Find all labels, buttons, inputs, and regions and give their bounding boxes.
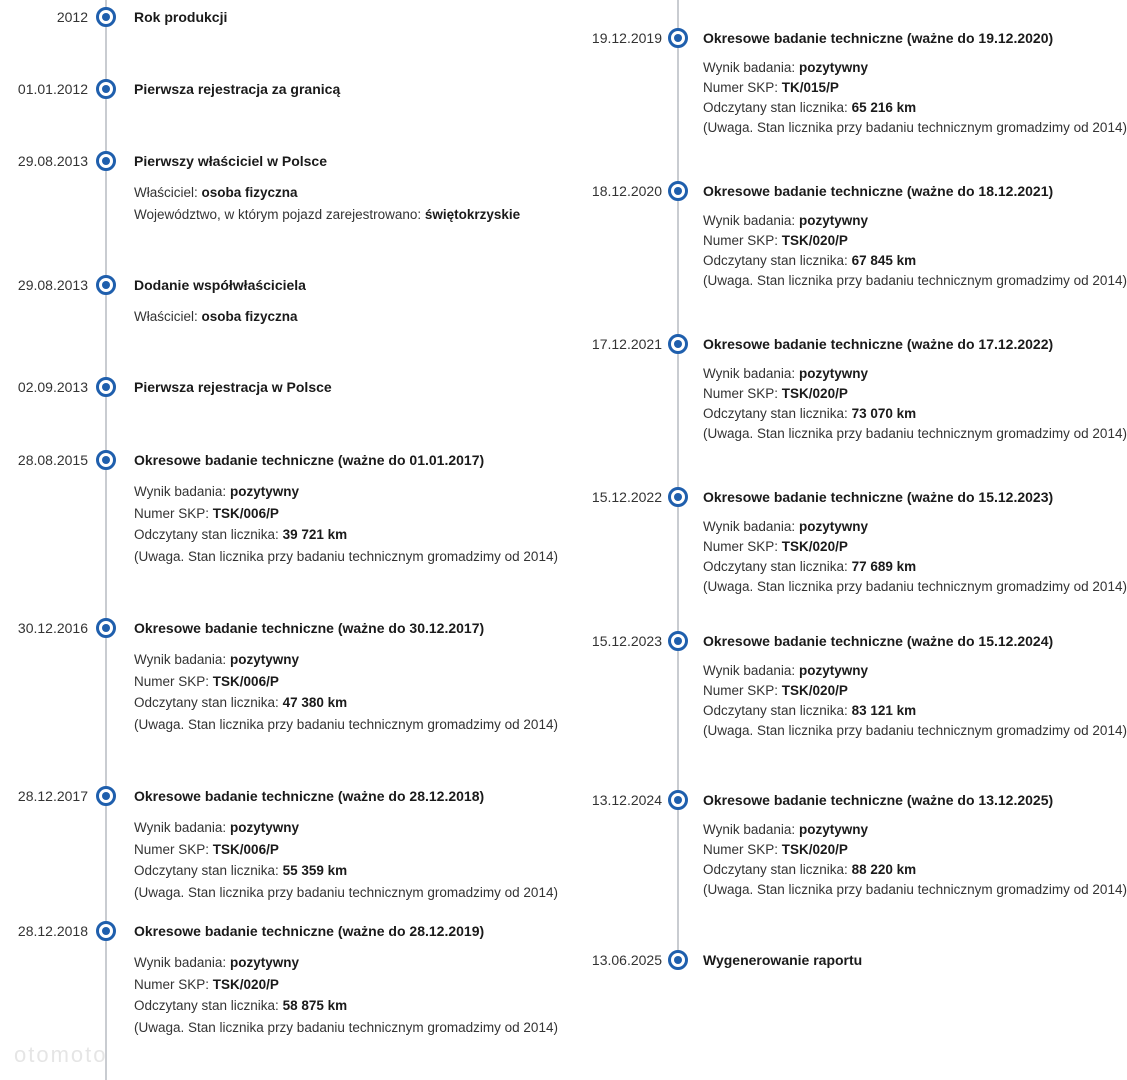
timeline-dot-icon: [96, 275, 116, 295]
skp-value: TK/015/P: [781, 80, 839, 95]
skp-value: TSK/020/P: [781, 233, 848, 248]
odometer-row: [703, 98, 1127, 118]
result-row: [134, 649, 558, 671]
odometer-label: Odczytany stan licznika:: [134, 527, 279, 542]
skp-row: [703, 537, 1127, 557]
result-row: [703, 211, 1127, 231]
event-date: 19.12.2019: [591, 30, 662, 46]
province-value: świętokrzyskie: [424, 206, 521, 222]
event-title: Dodanie współwłaściciela: [134, 277, 306, 293]
skp-label: Numer SKP:: [134, 673, 210, 689]
event-title: Okresowe badanie techniczne (ważne do 30.12.2017): [134, 620, 485, 636]
result-value: pozytywny: [229, 484, 299, 499]
skp-value: TSK/020/P: [781, 539, 848, 554]
skp-value: TSK/020/P: [781, 683, 848, 698]
result-label: Wynik badania:: [703, 663, 796, 678]
skp-value: TSK/020/P: [781, 386, 848, 401]
event-title: Rok produkcji: [134, 9, 228, 25]
skp-row: [134, 671, 558, 693]
odometer-value: 47 380 km: [282, 695, 348, 710]
event-title: Okresowe badanie techniczne (ważne do 18.12.2021): [703, 183, 1054, 199]
skp-label: Numer SKP:: [134, 841, 210, 857]
event-details: [703, 820, 1127, 900]
skp-label: Numer SKP:: [134, 976, 210, 992]
timeline-dot-icon: [668, 28, 688, 48]
result-row: [134, 952, 558, 974]
odometer-value: 83 121 km: [851, 703, 917, 718]
odometer-label: Odczytany stan licznika:: [703, 862, 848, 877]
event-date: 15.12.2023: [591, 633, 662, 649]
result-label: Wynik badania:: [703, 60, 796, 75]
result-value: pozytywny: [798, 822, 868, 837]
result-label: Wynik badania:: [134, 955, 227, 970]
timeline-dot-icon: [96, 377, 116, 397]
skp-row: [703, 681, 1127, 701]
result-value: pozytywny: [798, 663, 868, 678]
odometer-row: [134, 524, 558, 546]
odometer-value: 39 721 km: [282, 527, 348, 542]
skp-row: [703, 231, 1127, 251]
odometer-value: 88 220 km: [851, 862, 917, 877]
odometer-row: [703, 701, 1127, 721]
skp-row: [134, 974, 558, 996]
odometer-row: [134, 692, 558, 714]
odometer-value: 73 070 km: [851, 406, 917, 421]
result-label: Wynik badania:: [703, 519, 796, 534]
odometer-label: Odczytany stan licznika:: [703, 253, 848, 268]
odometer-value: 77 689 km: [851, 559, 917, 574]
odometer-value: 55 359 km: [282, 863, 348, 878]
owner-row: [134, 182, 520, 204]
result-label: Wynik badania:: [134, 820, 227, 835]
odometer-note: (Uwaga. Stan licznika przy badaniu technicznym gromadzimy od 2014): [134, 884, 558, 900]
timeline-right-column: [582, 0, 1127, 1080]
skp-value: TSK/020/P: [212, 976, 279, 992]
timeline-dot-icon: [96, 786, 116, 806]
odometer-note: (Uwaga. Stan licznika przy badaniu technicznym gromadzimy od 2014): [134, 548, 558, 564]
timeline-dot-icon: [668, 487, 688, 507]
event-title: Okresowe badanie techniczne (ważne do 19.12.2020): [703, 30, 1054, 46]
skp-row: [703, 384, 1127, 404]
event-details: [703, 517, 1127, 597]
odometer-row: [703, 251, 1127, 271]
result-label: Wynik badania:: [703, 366, 796, 381]
timeline-line: [677, 0, 679, 960]
result-value: pozytywny: [229, 955, 299, 970]
result-label: Wynik badania:: [134, 484, 227, 499]
skp-label: Numer SKP:: [134, 505, 210, 521]
result-label: Wynik badania:: [703, 822, 796, 837]
result-value: pozytywny: [798, 213, 868, 228]
odometer-value: 58 875 km: [282, 998, 348, 1013]
odometer-note: (Uwaga. Stan licznika przy badaniu technicznym gromadzimy od 2014): [703, 426, 1127, 441]
result-row: [703, 661, 1127, 681]
odometer-label: Odczytany stan licznika:: [703, 559, 848, 574]
skp-value: TSK/006/P: [212, 505, 279, 521]
skp-row: [703, 840, 1127, 860]
event-title: Pierwsza rejestracja za granicą: [134, 81, 341, 97]
event-title: Okresowe badanie techniczne (ważne do 28.12.2018): [134, 788, 485, 804]
event-date: 28.12.2018: [17, 923, 88, 939]
timeline-dot-icon: [96, 921, 116, 941]
timeline-dot-icon: [96, 151, 116, 171]
skp-label: Numer SKP:: [703, 842, 779, 857]
event-details: [134, 952, 558, 1038]
event-date: 13.06.2025: [591, 952, 662, 968]
event-date: 30.12.2016: [17, 620, 88, 636]
event-details: [703, 364, 1127, 444]
event-date: 28.12.2017: [17, 788, 88, 804]
owner-value: osoba fizyczna: [201, 309, 298, 324]
timeline-dot-icon: [96, 450, 116, 470]
timeline-dot-icon: [668, 631, 688, 651]
event-details: [703, 58, 1127, 138]
result-value: pozytywny: [229, 820, 299, 835]
odometer-label: Odczytany stan licznika:: [703, 100, 848, 115]
skp-row: [703, 78, 1127, 98]
timeline-dot-icon: [96, 7, 116, 27]
odometer-note: (Uwaga. Stan licznika przy badaniu technicznym gromadzimy od 2014): [703, 579, 1127, 594]
odometer-row: [134, 995, 558, 1017]
event-title: Wygenerowanie raportu: [703, 952, 863, 968]
skp-label: Numer SKP:: [703, 80, 779, 95]
odometer-label: Odczytany stan licznika:: [703, 703, 848, 718]
event-date: 29.08.2013: [17, 153, 88, 169]
province-row: [134, 204, 520, 226]
odometer-note: (Uwaga. Stan licznika przy badaniu technicznym gromadzimy od 2014): [134, 716, 558, 732]
event-title: Pierwsza rejestracja w Polsce: [134, 379, 332, 395]
event-details: [134, 649, 558, 735]
result-label: Wynik badania:: [703, 213, 796, 228]
event-date: 29.08.2013: [17, 277, 88, 293]
event-title: Okresowe badanie techniczne (ważne do 15.12.2024): [703, 633, 1054, 649]
result-value: pozytywny: [798, 366, 868, 381]
event-details: [134, 306, 298, 328]
skp-label: Numer SKP:: [703, 683, 779, 698]
skp-label: Numer SKP:: [703, 386, 779, 401]
event-date: 15.12.2022: [591, 489, 662, 505]
result-value: pozytywny: [229, 652, 299, 667]
event-title: Okresowe badanie techniczne (ważne do 28.12.2019): [134, 923, 485, 939]
event-details: [134, 481, 558, 567]
timeline-dot-icon: [668, 950, 688, 970]
event-date: 28.08.2015: [17, 452, 88, 468]
odometer-row: [703, 860, 1127, 880]
event-details: [134, 817, 558, 903]
odometer-row: [703, 557, 1127, 577]
skp-value: TSK/006/P: [212, 673, 279, 689]
odometer-note: (Uwaga. Stan licznika przy badaniu technicznym gromadzimy od 2014): [134, 1019, 558, 1035]
skp-row: [134, 839, 558, 861]
result-row: [703, 820, 1127, 840]
event-title: Okresowe badanie techniczne (ważne do 13.12.2025): [703, 792, 1054, 808]
odometer-label: Odczytany stan licznika:: [134, 998, 279, 1013]
owner-row: [134, 306, 298, 328]
result-value: pozytywny: [798, 60, 868, 75]
timeline-dot-icon: [668, 181, 688, 201]
event-date: 18.12.2020: [591, 183, 662, 199]
event-date: 02.09.2013: [17, 379, 88, 395]
odometer-value: 65 216 km: [851, 100, 917, 115]
result-value: pozytywny: [798, 519, 868, 534]
event-title: Okresowe badanie techniczne (ważne do 17.12.2022): [703, 336, 1054, 352]
result-row: [134, 481, 558, 503]
odometer-row: [134, 860, 558, 882]
odometer-label: Odczytany stan licznika:: [134, 863, 279, 878]
skp-label: Numer SKP:: [703, 539, 779, 554]
result-label: Wynik badania:: [134, 652, 227, 667]
event-date: 13.12.2024: [591, 792, 662, 808]
event-date: 01.01.2012: [17, 81, 88, 97]
odometer-label: Odczytany stan licznika:: [134, 695, 279, 710]
event-title: Okresowe badanie techniczne (ważne do 15.12.2023): [703, 489, 1054, 505]
odometer-note: (Uwaga. Stan licznika przy badaniu technicznym gromadzimy od 2014): [703, 882, 1127, 897]
event-details: [703, 661, 1127, 741]
timeline-dot-icon: [96, 79, 116, 99]
skp-value: TSK/020/P: [781, 842, 848, 857]
odometer-note: (Uwaga. Stan licznika przy badaniu technicznym gromadzimy od 2014): [703, 273, 1127, 288]
result-row: [703, 517, 1127, 537]
owner-value: osoba fizyczna: [201, 185, 298, 200]
event-details: [134, 182, 520, 225]
odometer-note: (Uwaga. Stan licznika przy badaniu technicznym gromadzimy od 2014): [703, 120, 1127, 135]
event-date: 2012: [56, 9, 88, 25]
event-date: 17.12.2021: [591, 336, 662, 352]
timeline-dot-icon: [668, 334, 688, 354]
result-row: [703, 364, 1127, 384]
event-title: Okresowe badanie techniczne (ważne do 01.01.2017): [134, 452, 485, 468]
skp-row: [134, 503, 558, 525]
event-title: Pierwszy właściciel w Polsce: [134, 153, 327, 169]
result-row: [134, 817, 558, 839]
owner-label: Właściciel:: [134, 309, 198, 324]
watermark-logo: otomoto: [14, 1042, 108, 1067]
owner-label: Właściciel:: [134, 185, 198, 200]
odometer-value: 67 845 km: [851, 253, 917, 268]
event-details: [703, 211, 1127, 291]
timeline-dot-icon: [96, 618, 116, 638]
province-label: Województwo, w którym pojazd zarejestrowano:: [134, 206, 422, 222]
timeline-dot-icon: [668, 790, 688, 810]
odometer-row: [703, 404, 1127, 424]
skp-value: TSK/006/P: [212, 841, 279, 857]
odometer-note: (Uwaga. Stan licznika przy badaniu technicznym gromadzimy od 2014): [703, 723, 1127, 738]
skp-label: Numer SKP:: [703, 233, 779, 248]
odometer-label: Odczytany stan licznika:: [703, 406, 848, 421]
result-row: [703, 58, 1127, 78]
